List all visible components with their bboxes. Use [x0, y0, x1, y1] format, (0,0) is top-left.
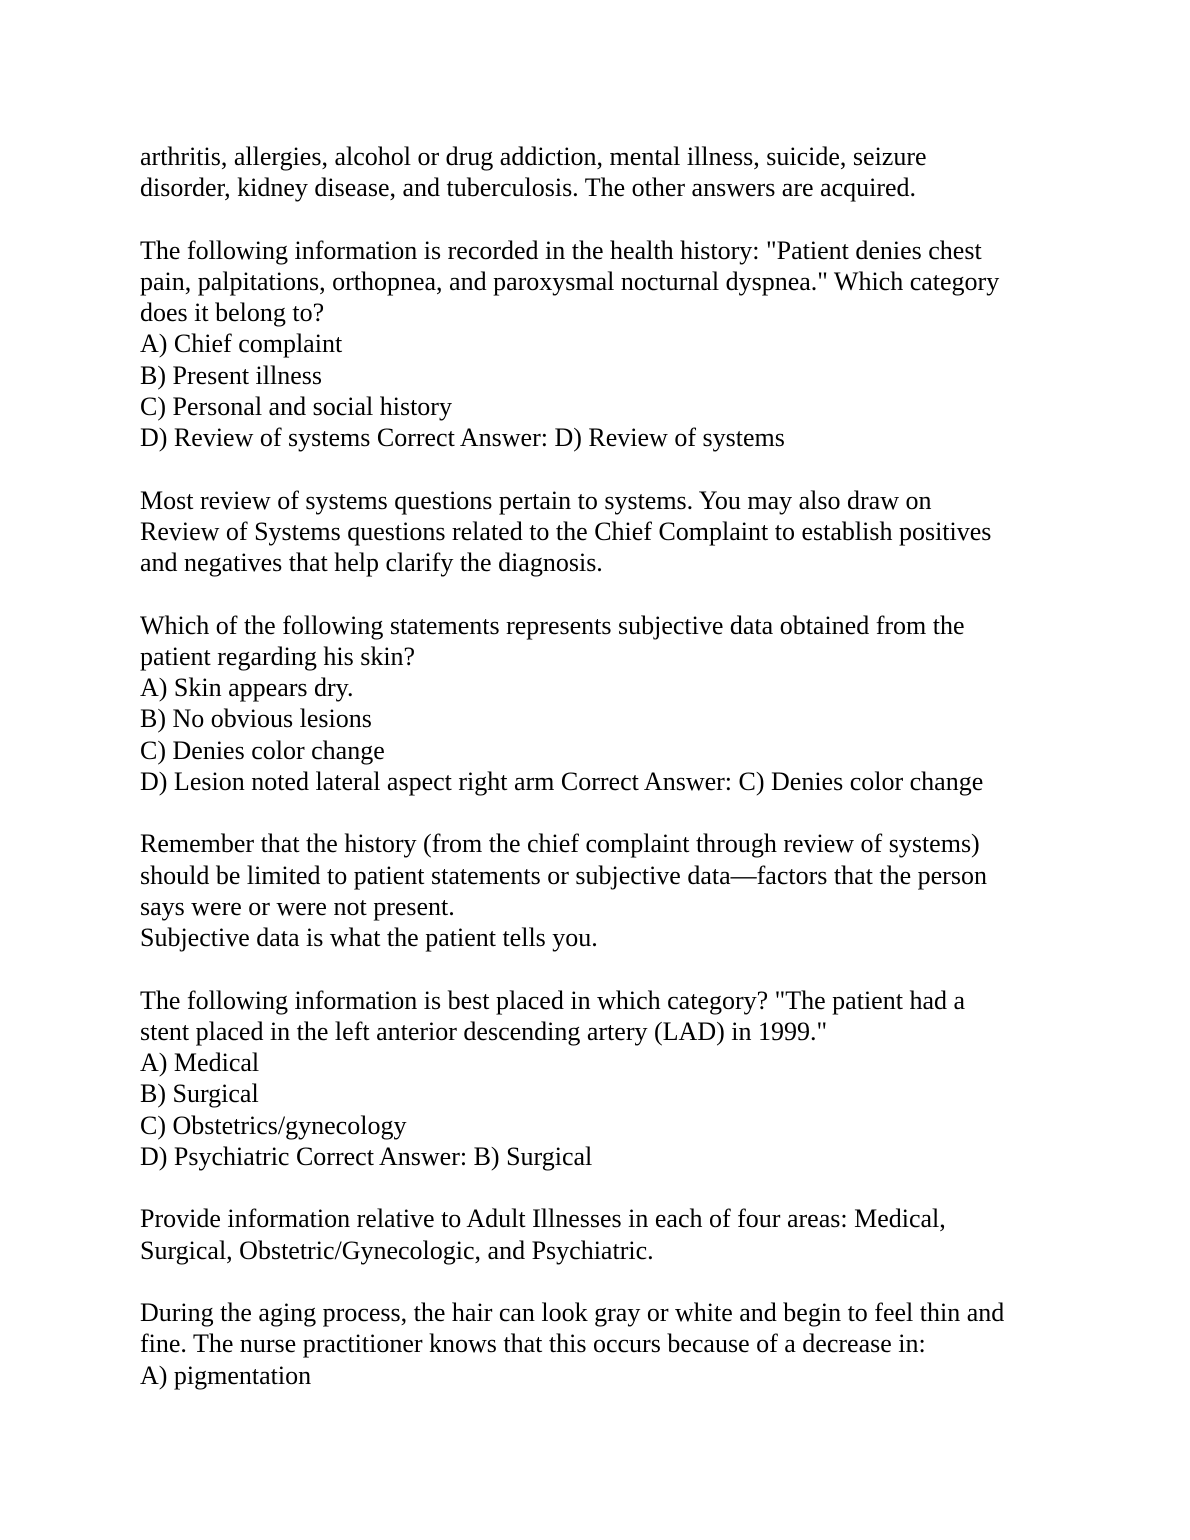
explanation-paragraph [140, 1203, 1060, 1266]
answer-option: A) pigmentation [140, 1360, 312, 1390]
answer-option: B) No obvious lesions [140, 704, 372, 734]
text-line: says were or were not present. [140, 891, 455, 921]
text-line: Review of Systems questions related to the Chief Complaint to establish positives [140, 516, 992, 546]
text-line: Subjective data is what the patient tells you. [140, 923, 598, 953]
text-line: arthritis, allergies, alcohol or drug addiction, mental illness, suicide, seizure [140, 142, 927, 171]
answer-option: C) Obstetrics/gynecology [140, 1110, 407, 1140]
answer-option-with-correct-answer: D) Psychiatric Correct Answer: B) Surgical [140, 1142, 593, 1172]
question-block [140, 985, 1060, 1173]
question-text: The following information is recorded in the health history: "Patient denies chest [140, 235, 982, 265]
question-block [140, 1297, 1060, 1391]
answer-option: C) Personal and social history [140, 392, 452, 422]
question-block [140, 610, 1060, 798]
text-line: Surgical, Obstetric/Gynecologic, and Psychiatric. [140, 1235, 654, 1265]
question-text: does it belong to? [140, 298, 325, 328]
explanation-paragraph [140, 828, 1060, 953]
question-text: patient regarding his skin? [140, 641, 416, 671]
answer-option: B) Surgical [140, 1079, 259, 1109]
question-text: stent placed in the left anterior descending artery (LAD) in 1999." [140, 1016, 828, 1046]
answer-option: A) Chief complaint [140, 329, 343, 359]
text-paragraph [140, 141, 1060, 204]
question-block [140, 235, 1060, 454]
answer-option: C) Denies color change [140, 735, 385, 765]
text-line: disorder, kidney disease, and tuberculosis. The other answers are acquired. [140, 173, 917, 203]
answer-option-with-correct-answer: D) Review of systems Correct Answer: D) Review of systems [140, 423, 785, 453]
question-text: pain, palpitations, orthopnea, and paroxysmal nocturnal dyspnea." Which category [140, 266, 1000, 296]
text-line: and negatives that help clarify the diagnosis. [140, 548, 603, 578]
question-text: Which of the following statements represents subjective data obtained from the [140, 610, 965, 640]
text-line: should be limited to patient statements or subjective data—factors that the person [140, 860, 987, 890]
text-line: Remember that the history (from the chief complaint through review of systems) [140, 829, 980, 859]
answer-option: B) Present illness [140, 360, 322, 390]
answer-option: A) Medical [140, 1048, 260, 1078]
question-text: During the aging process, the hair can look gray or white and begin to feel thin and [140, 1297, 1005, 1327]
answer-option: A) Skin appears dry. [140, 673, 354, 703]
question-text: fine. The nurse practitioner knows that this occurs because of a decrease in: [140, 1329, 926, 1359]
text-line: Most review of systems questions pertain to systems. You may also draw on [140, 485, 932, 515]
text-line: Provide information relative to Adult Illnesses in each of four areas: Medical, [140, 1204, 946, 1234]
document-page [140, 141, 1060, 1391]
explanation-paragraph [140, 485, 1060, 579]
question-text: The following information is best placed in which category? "The patient had a [140, 985, 966, 1015]
answer-option-with-correct-answer: D) Lesion noted lateral aspect right arm Correct Answer: C) Denies color change [140, 767, 984, 797]
